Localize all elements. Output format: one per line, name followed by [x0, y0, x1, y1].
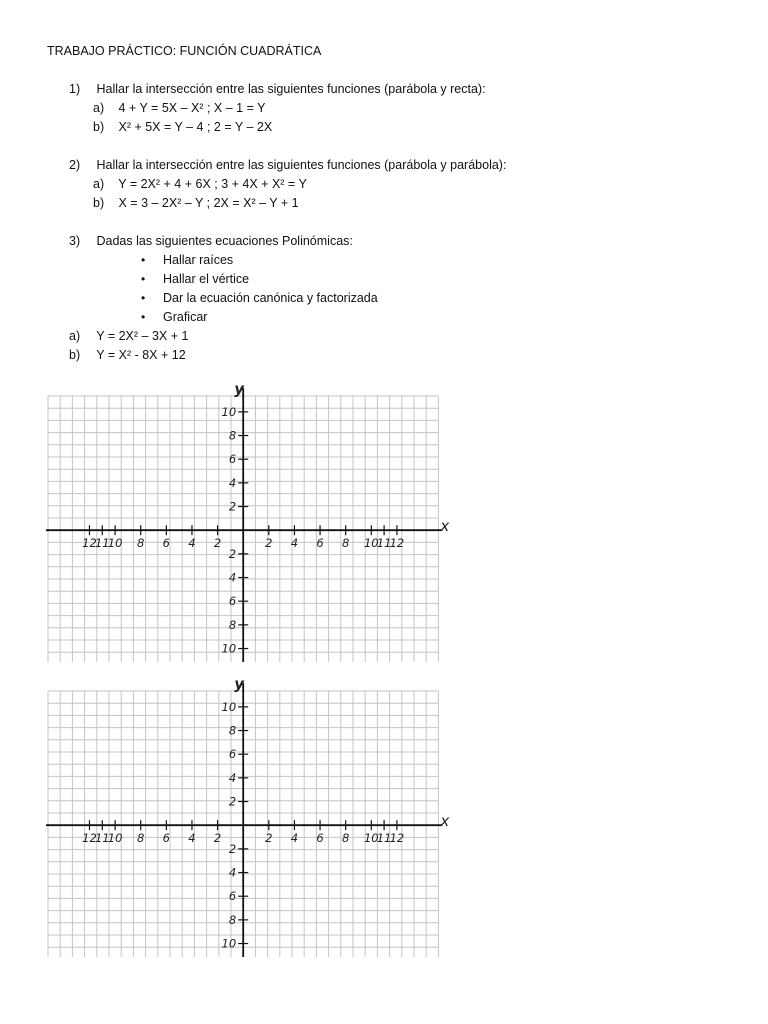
coordinate-grid-2 — [46, 677, 452, 957]
x-tick-label: 8 — [342, 536, 350, 551]
item-equation: 4 + Y = 5X – X² ; X – 1 = Y — [118, 101, 266, 115]
y-tick-label: 8 — [228, 428, 237, 443]
page-title: TRABAJO PRÁCTICO: FUNCIÓN CUADRÁTICA — [47, 44, 322, 58]
bullet-item: • Graficar — [141, 310, 208, 324]
y-tick-label: 2 — [228, 841, 237, 856]
y-axis-label: y — [234, 677, 244, 693]
y-tick-label: 2 — [228, 499, 237, 514]
section-text: Hallar la intersección entre las siguientes funciones (parábola y parábola): — [96, 158, 507, 172]
y-tick-label: 10 — [221, 641, 237, 656]
x-tick-label: 4 — [290, 831, 299, 846]
x-tick-label: 4 — [188, 831, 196, 846]
x-tick-label: 10 — [363, 831, 379, 846]
y-tick-label: 4 — [228, 475, 237, 490]
section-number: 1) — [69, 82, 81, 96]
item-label: b) — [69, 348, 81, 362]
x-tick-label: 8 — [342, 831, 350, 846]
x-tick-label: 11 — [376, 536, 392, 551]
y-tick-label: 6 — [228, 889, 237, 904]
x-tick-label: 12 — [389, 831, 405, 846]
x-tick-label: 4 — [290, 536, 299, 551]
x-tick-label: 6 — [316, 536, 324, 551]
x-tick-label: 4 — [188, 536, 196, 551]
section-1 — [69, 82, 486, 96]
x-tick-label: 6 — [316, 831, 324, 846]
x-axis-label: x — [440, 812, 450, 831]
bullet-item: • Hallar el vértice — [141, 272, 250, 286]
item-equation: Y = 2X² – 3X + 1 — [96, 329, 189, 343]
x-tick-label: 10 — [363, 536, 379, 551]
section-3 — [69, 234, 353, 248]
section-2-item-b — [93, 196, 299, 210]
section-text: Hallar la intersección entre las siguientes funciones (parábola y recta): — [96, 82, 486, 96]
item-label: a) — [93, 101, 105, 115]
section-number: 3) — [69, 234, 81, 248]
coordinate-grid-1 — [46, 382, 452, 662]
x-tick-label: 12 — [389, 536, 405, 551]
x-tick-label: 2 — [265, 536, 273, 551]
section-2-item-a — [93, 177, 307, 191]
x-tick-label: 2 — [213, 831, 222, 846]
section-1-item-b — [93, 120, 272, 134]
x-tick-label: 11 — [94, 536, 110, 551]
y-tick-label: 10 — [221, 404, 237, 419]
x-tick-label: 12 — [82, 831, 97, 846]
item-equation: X² + 5X = Y – 4 ; 2 = Y – 2X — [118, 120, 273, 134]
section-3-item-b — [69, 348, 186, 362]
x-tick-label: 8 — [137, 536, 145, 551]
item-equation: X = 3 – 2X² – Y ; 2X = X² – Y + 1 — [118, 196, 299, 210]
x-tick-label: 11 — [376, 831, 392, 846]
y-tick-label: 8 — [228, 723, 237, 738]
item-label: b) — [93, 120, 105, 134]
x-tick-label: 8 — [137, 831, 145, 846]
x-tick-label: 11 — [94, 831, 110, 846]
x-tick-label: 10 — [107, 536, 123, 551]
x-tick-label: 12 — [82, 536, 97, 551]
x-axis-label: x — [440, 517, 450, 536]
x-tick-label: 2 — [265, 831, 273, 846]
x-tick-label: 6 — [162, 831, 171, 846]
section-number: 2) — [69, 158, 81, 172]
x-tick-label: 2 — [213, 536, 222, 551]
y-tick-label: 2 — [228, 794, 237, 809]
section-3-item-a — [69, 329, 188, 343]
section-1-item-a — [93, 101, 265, 115]
y-tick-label: 8 — [228, 912, 237, 927]
y-tick-label: 10 — [221, 936, 237, 951]
y-tick-label: 6 — [228, 747, 237, 762]
y-tick-label: 6 — [228, 594, 237, 609]
item-label: b) — [93, 196, 105, 210]
y-tick-label: 6 — [228, 452, 237, 467]
y-tick-label: 8 — [228, 617, 237, 632]
y-tick-label: 4 — [228, 770, 237, 785]
item-equation: Y = X² - 8X + 12 — [96, 348, 186, 362]
y-tick-label: 10 — [221, 699, 237, 714]
bullet-item: • Dar la ecuación canónica y factorizada — [141, 291, 378, 305]
item-label: a) — [93, 177, 105, 191]
x-tick-label: 6 — [162, 536, 171, 551]
x-tick-label: 10 — [107, 831, 123, 846]
y-tick-label: 2 — [228, 546, 237, 561]
y-axis-label: y — [234, 382, 244, 398]
item-equation: Y = 2X² + 4 + 6X ; 3 + 4X + X² = Y — [118, 177, 307, 191]
item-label: a) — [69, 329, 81, 343]
bullet-item: • Hallar raíces — [141, 253, 234, 267]
y-tick-label: 4 — [228, 865, 237, 880]
section-text: Dadas las siguientes ecuaciones Polinómicas: — [96, 234, 353, 248]
y-tick-label: 4 — [228, 570, 237, 585]
section-2 — [69, 158, 506, 172]
